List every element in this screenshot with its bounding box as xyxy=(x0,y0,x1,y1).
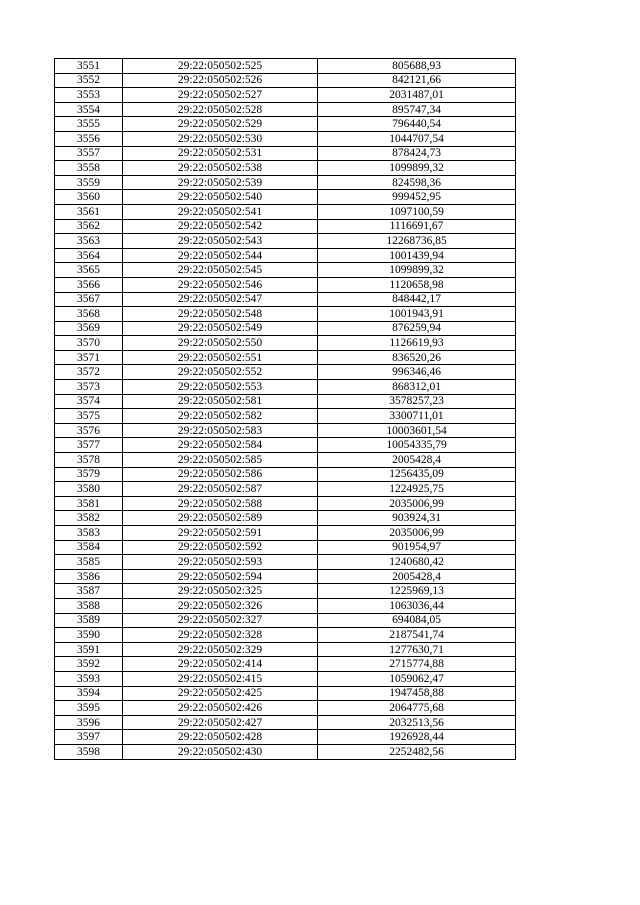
cadastral-value-cell: 1116691,67 xyxy=(318,219,516,234)
cadastral-number-cell: 29:22:050502:545 xyxy=(123,263,318,278)
cadastral-value-cell: 694084,05 xyxy=(318,613,516,628)
cadastral-value-cell: 878424,73 xyxy=(318,146,516,161)
table-row xyxy=(55,438,516,453)
row-number-cell: 3580 xyxy=(55,482,123,497)
table-row xyxy=(55,204,516,219)
cadastral-number-cell: 29:22:050502:581 xyxy=(123,394,318,409)
cadastral-value-cell: 1001439,94 xyxy=(318,248,516,263)
cadastral-number-cell: 29:22:050502:329 xyxy=(123,642,318,657)
cadastral-value-cell: 2252482,56 xyxy=(318,744,516,759)
table-row xyxy=(55,409,516,424)
cadastral-value-cell: 2005428,4 xyxy=(318,453,516,468)
row-number-cell: 3595 xyxy=(55,701,123,716)
row-number-cell: 3564 xyxy=(55,248,123,263)
table-row xyxy=(55,321,516,336)
cadastral-value-cell: 1126619,93 xyxy=(318,336,516,351)
cadastral-number-cell: 29:22:050502:585 xyxy=(123,453,318,468)
cadastral-value-cell: 2715774,88 xyxy=(318,657,516,672)
cadastral-value-cell: 1099899,32 xyxy=(318,263,516,278)
cadastral-value-cell: 1063036,44 xyxy=(318,598,516,613)
table-row xyxy=(55,292,516,307)
cadastral-value-cell: 848442,17 xyxy=(318,292,516,307)
row-number-cell: 3594 xyxy=(55,686,123,701)
table-row xyxy=(55,642,516,657)
cadastral-number-cell: 29:22:050502:541 xyxy=(123,204,318,219)
cadastral-number-cell: 29:22:050502:583 xyxy=(123,423,318,438)
cadastral-number-cell: 29:22:050502:587 xyxy=(123,482,318,497)
cadastral-value-cell: 10054335,79 xyxy=(318,438,516,453)
table-row xyxy=(55,628,516,643)
table-row xyxy=(55,744,516,759)
cadastral-number-cell: 29:22:050502:589 xyxy=(123,511,318,526)
row-number-cell: 3583 xyxy=(55,526,123,541)
cadastral-value-cell: 1277630,71 xyxy=(318,642,516,657)
cadastral-value-cell: 2005428,4 xyxy=(318,569,516,584)
table-row xyxy=(55,161,516,176)
cadastral-value-cell: 1044707,54 xyxy=(318,131,516,146)
cadastral-number-cell: 29:22:050502:594 xyxy=(123,569,318,584)
table-row xyxy=(55,496,516,511)
cadastral-value-cell: 3300711,01 xyxy=(318,409,516,424)
cadastral-value-cell: 2035006,99 xyxy=(318,526,516,541)
cadastral-value-cell: 876259,94 xyxy=(318,321,516,336)
cadastral-value-cell: 1256435,09 xyxy=(318,467,516,482)
table-row xyxy=(55,365,516,380)
row-number-cell: 3575 xyxy=(55,409,123,424)
table-row xyxy=(55,423,516,438)
cadastral-value-cell: 1240680,42 xyxy=(318,555,516,570)
row-number-cell: 3568 xyxy=(55,307,123,322)
row-number-cell: 3553 xyxy=(55,88,123,103)
cadastral-number-cell: 29:22:050502:426 xyxy=(123,701,318,716)
cadastral-number-cell: 29:22:050502:430 xyxy=(123,744,318,759)
table-row xyxy=(55,394,516,409)
cadastral-number-cell: 29:22:050502:542 xyxy=(123,219,318,234)
row-number-cell: 3557 xyxy=(55,146,123,161)
table-row xyxy=(55,453,516,468)
cadastral-number-cell: 29:22:050502:552 xyxy=(123,365,318,380)
cadastral-number-cell: 29:22:050502:530 xyxy=(123,131,318,146)
cadastral-number-cell: 29:22:050502:546 xyxy=(123,277,318,292)
cadastral-number-cell: 29:22:050502:525 xyxy=(123,59,318,74)
table-row xyxy=(55,511,516,526)
table-row xyxy=(55,540,516,555)
table-row xyxy=(55,598,516,613)
table-row xyxy=(55,190,516,205)
row-number-cell: 3569 xyxy=(55,321,123,336)
row-number-cell: 3556 xyxy=(55,131,123,146)
table-row xyxy=(55,584,516,599)
cadastral-value-cell: 10003601,54 xyxy=(318,423,516,438)
row-number-cell: 3560 xyxy=(55,190,123,205)
cadastral-number-cell: 29:22:050502:529 xyxy=(123,117,318,132)
table-row xyxy=(55,686,516,701)
cadastral-number-cell: 29:22:050502:591 xyxy=(123,526,318,541)
row-number-cell: 3585 xyxy=(55,555,123,570)
row-number-cell: 3552 xyxy=(55,73,123,88)
row-number-cell: 3584 xyxy=(55,540,123,555)
row-number-cell: 3587 xyxy=(55,584,123,599)
cadastral-value-cell: 3578257,23 xyxy=(318,394,516,409)
row-number-cell: 3572 xyxy=(55,365,123,380)
cadastral-value-cell: 2035006,99 xyxy=(318,496,516,511)
cadastral-value-cell: 1947458,88 xyxy=(318,686,516,701)
row-number-cell: 3559 xyxy=(55,175,123,190)
table-row xyxy=(55,671,516,686)
cadastral-number-cell: 29:22:050502:325 xyxy=(123,584,318,599)
cadastral-value-cell: 1120658,98 xyxy=(318,277,516,292)
cadastral-number-cell: 29:22:050502:548 xyxy=(123,307,318,322)
table-row xyxy=(55,613,516,628)
cadastral-value-cell: 868312,01 xyxy=(318,380,516,395)
cadastral-number-cell: 29:22:050502:526 xyxy=(123,73,318,88)
table-row xyxy=(55,336,516,351)
cadastral-number-cell: 29:22:050502:588 xyxy=(123,496,318,511)
cadastral-number-cell: 29:22:050502:543 xyxy=(123,234,318,249)
table-row xyxy=(55,175,516,190)
table-row xyxy=(55,117,516,132)
row-number-cell: 3589 xyxy=(55,613,123,628)
cadastral-number-cell: 29:22:050502:551 xyxy=(123,350,318,365)
row-number-cell: 3581 xyxy=(55,496,123,511)
table-row xyxy=(55,131,516,146)
table-row xyxy=(55,102,516,117)
row-number-cell: 3579 xyxy=(55,467,123,482)
cadastral-value-cell: 2032513,56 xyxy=(318,715,516,730)
table-row xyxy=(55,657,516,672)
cadastral-value-cell: 1099899,32 xyxy=(318,161,516,176)
cadastral-number-cell: 29:22:050502:592 xyxy=(123,540,318,555)
cadastral-value-cell: 1224925,75 xyxy=(318,482,516,497)
row-number-cell: 3590 xyxy=(55,628,123,643)
row-number-cell: 3554 xyxy=(55,102,123,117)
row-number-cell: 3571 xyxy=(55,350,123,365)
cadastral-value-cell: 2187541,74 xyxy=(318,628,516,643)
row-number-cell: 3597 xyxy=(55,730,123,745)
cadastral-number-cell: 29:22:050502:540 xyxy=(123,190,318,205)
row-number-cell: 3586 xyxy=(55,569,123,584)
row-number-cell: 3563 xyxy=(55,234,123,249)
cadastral-number-cell: 29:22:050502:326 xyxy=(123,598,318,613)
cadastral-number-cell: 29:22:050502:425 xyxy=(123,686,318,701)
cadastral-value-cell: 903924,31 xyxy=(318,511,516,526)
cadastral-number-cell: 29:22:050502:538 xyxy=(123,161,318,176)
cadastral-value-cell: 842121,66 xyxy=(318,73,516,88)
table-row xyxy=(55,248,516,263)
table-row xyxy=(55,146,516,161)
row-number-cell: 3551 xyxy=(55,59,123,74)
cadastral-number-cell: 29:22:050502:547 xyxy=(123,292,318,307)
table-row xyxy=(55,277,516,292)
row-number-cell: 3573 xyxy=(55,380,123,395)
row-number-cell: 3582 xyxy=(55,511,123,526)
cadastral-value-cell: 1926928,44 xyxy=(318,730,516,745)
table-row xyxy=(55,88,516,103)
cadastral-number-cell: 29:22:050502:593 xyxy=(123,555,318,570)
table-row xyxy=(55,234,516,249)
table-row xyxy=(55,307,516,322)
cadastral-value-table xyxy=(54,58,516,760)
cadastral-number-cell: 29:22:050502:549 xyxy=(123,321,318,336)
row-number-cell: 3578 xyxy=(55,453,123,468)
cadastral-number-cell: 29:22:050502:414 xyxy=(123,657,318,672)
cadastral-value-cell: 824598,36 xyxy=(318,175,516,190)
cadastral-value-cell: 2031487,01 xyxy=(318,88,516,103)
cadastral-value-cell: 805688,93 xyxy=(318,59,516,74)
cadastral-value-cell: 12268736,85 xyxy=(318,234,516,249)
cadastral-value-cell: 895747,34 xyxy=(318,102,516,117)
table-row xyxy=(55,59,516,74)
table-row xyxy=(55,482,516,497)
cadastral-number-cell: 29:22:050502:539 xyxy=(123,175,318,190)
row-number-cell: 3588 xyxy=(55,598,123,613)
row-number-cell: 3576 xyxy=(55,423,123,438)
table-row xyxy=(55,263,516,278)
cadastral-number-cell: 29:22:050502:328 xyxy=(123,628,318,643)
table-row xyxy=(55,555,516,570)
cadastral-number-cell: 29:22:050502:528 xyxy=(123,102,318,117)
cadastral-value-cell: 901954,97 xyxy=(318,540,516,555)
cadastral-value-cell: 836520,26 xyxy=(318,350,516,365)
cadastral-number-cell: 29:22:050502:553 xyxy=(123,380,318,395)
cadastral-number-cell: 29:22:050502:531 xyxy=(123,146,318,161)
cadastral-value-cell: 999452,95 xyxy=(318,190,516,205)
cadastral-value-cell: 996346,46 xyxy=(318,365,516,380)
table-row xyxy=(55,219,516,234)
cadastral-number-cell: 29:22:050502:550 xyxy=(123,336,318,351)
cadastral-value-cell: 796440,54 xyxy=(318,117,516,132)
row-number-cell: 3596 xyxy=(55,715,123,730)
row-number-cell: 3570 xyxy=(55,336,123,351)
table-row xyxy=(55,380,516,395)
row-number-cell: 3566 xyxy=(55,277,123,292)
cadastral-value-cell: 2064775,68 xyxy=(318,701,516,716)
row-number-cell: 3562 xyxy=(55,219,123,234)
cadastral-value-cell: 1059062,47 xyxy=(318,671,516,686)
cadastral-value-cell: 1225969,13 xyxy=(318,584,516,599)
row-number-cell: 3558 xyxy=(55,161,123,176)
row-number-cell: 3593 xyxy=(55,671,123,686)
cadastral-number-cell: 29:22:050502:527 xyxy=(123,88,318,103)
table-row xyxy=(55,715,516,730)
cadastral-number-cell: 29:22:050502:415 xyxy=(123,671,318,686)
row-number-cell: 3561 xyxy=(55,204,123,219)
table-row xyxy=(55,350,516,365)
table-row xyxy=(55,526,516,541)
cadastral-value-cell: 1001943,91 xyxy=(318,307,516,322)
row-number-cell: 3565 xyxy=(55,263,123,278)
row-number-cell: 3577 xyxy=(55,438,123,453)
cadastral-number-cell: 29:22:050502:544 xyxy=(123,248,318,263)
table-row xyxy=(55,569,516,584)
row-number-cell: 3592 xyxy=(55,657,123,672)
table-body xyxy=(55,59,516,760)
table-row xyxy=(55,73,516,88)
row-number-cell: 3555 xyxy=(55,117,123,132)
cadastral-value-cell: 1097100,59 xyxy=(318,204,516,219)
cadastral-number-cell: 29:22:050502:582 xyxy=(123,409,318,424)
cadastral-number-cell: 29:22:050502:584 xyxy=(123,438,318,453)
cadastral-number-cell: 29:22:050502:428 xyxy=(123,730,318,745)
row-number-cell: 3598 xyxy=(55,744,123,759)
cadastral-number-cell: 29:22:050502:327 xyxy=(123,613,318,628)
table-row xyxy=(55,701,516,716)
row-number-cell: 3567 xyxy=(55,292,123,307)
cadastral-number-cell: 29:22:050502:427 xyxy=(123,715,318,730)
table-row xyxy=(55,467,516,482)
table-row xyxy=(55,730,516,745)
row-number-cell: 3591 xyxy=(55,642,123,657)
row-number-cell: 3574 xyxy=(55,394,123,409)
cadastral-number-cell: 29:22:050502:586 xyxy=(123,467,318,482)
